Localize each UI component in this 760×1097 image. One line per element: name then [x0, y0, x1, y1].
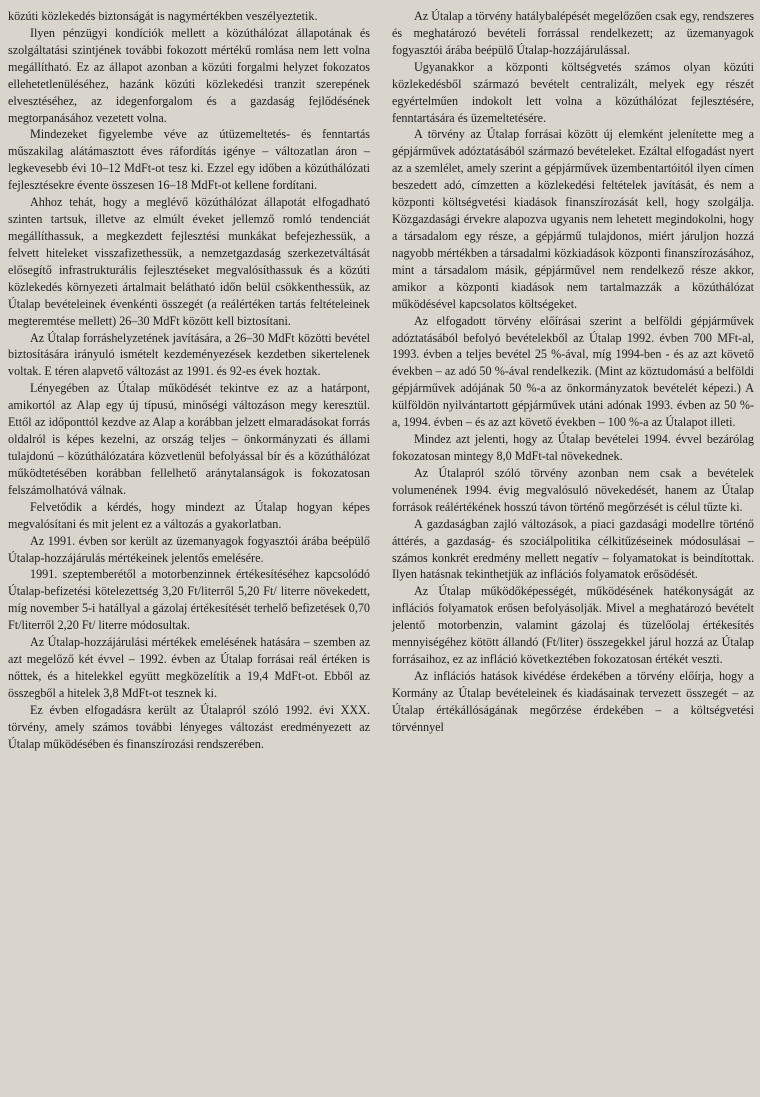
- paragraph: Ilyen pénzügyi kondíciók mellett a közúthálózat állapotának és szolgáltatási szintjének további fokozott mértékű romlása nem lett volna megállítható. Ez az állapot azonban a közúti forgalmi helyzet fokozatos ellehetetlenüléséhez, hazánk közúti közlekedési tranzit szerepének elvesztéséhez, az idegenforgalom és a gazdaság fejlődésének megtorpanásához vezetett volna.: [8, 25, 370, 125]
- paragraph: Az Útalapról szóló törvény azonban nem csak a bevételek volumenének 1994. évig megvalósuló növekedését, hanem az Útalap források reálértékének hosszú távon történő megőrzését is célul tűzte ki.: [392, 465, 754, 514]
- paragraph: közúti közlekedés biztonságát is nagymértékben veszélyeztetik.: [8, 9, 318, 23]
- paragraph: 1991. szeptemberétől a motorbenzinnek értékesítéséhez kapcsolódó Útalap-befizetési kötelezettség 3,20 Ft/literről 5,20 Ft/ literre növekedett, míg november 5-i hatállyal a gázolaj értékesítését terhelő befizetések 0,70 Ft/literről 2,20 Ft/ literre módosultak.: [8, 567, 370, 633]
- paragraph: Az Útalap-hozzájárulási mértékek emelésének hatására – szemben az azt megelőző két évvel – 1992. évben az Útalap forrásai reál értéken is nőttek, és a hitelekkel együtt megközelítik a 19,4 MdFt-ot. Ebből az összegből a hitelek 3,8 MdFt-ot tesznek ki.: [8, 635, 370, 700]
- paragraph: Mindezeket figyelembe véve az útüzemeltetés- és fenntartás műszakilag alátámasztott éves ráfordítás igénye – változatlan áron – legkevesebb évi 10–12 MdFt-ot tesz ki. Ezzel egy időben a közúthálózati fejlesztésekre évente összesen 16–18 MdFt-ot kellene fordítani.: [8, 127, 370, 193]
- paragraph: Ugyanakkor a központi költségvetés számos olyan közúti közlekedésből származó bevételt centralizált, melyek egy részét egyértelműen indokolt lett volna a közúthálózat fejlesztésére, fenntartására és üzemeltetésére.: [392, 59, 754, 125]
- paragraph: Ez évben elfogadásra került az Útalapról szóló 1992. évi XXX. törvény, amely számos további lényeges változást eredményezett az Útalap működésében és finanszírozási rendszerében.: [8, 702, 370, 751]
- paragraph: Mindez azt jelenti, hogy az Útalap bevételei 1994. évvel bezárólag fokozatosan mintegy 8,0 MdFt-tal növekednek.: [392, 432, 754, 463]
- paragraph: Az Útalap a törvény hatálybalépését megelőzően csak egy, rendszeres és meghatározó bevételi forrással rendelkezett; az üzemanyagok fogyasztói árába beépülő Útalap-hozzájárulással.: [392, 9, 754, 57]
- paragraph: A törvény az Útalap forrásai között új elemként jelenítette meg a gépjárművek adóztatásából származó bevételeket. Ezáltal elfogadást nyert az a szemlélet, amely szerint a gépjárművek üzembentartóitól ilyen címen beszedett adó, címzetten a közlekedési feltételek javítását, és nem a központi költségvetési kiadások finanszírozását kell, hogy szolgálja. Közgazdasági érvekre alapozva ugyanis nem lehetett megindokolni, hogy a társadalom egy része, a gépjármű tulajdonos, miért járuljon hozzá nagyobb mértékben a társadalmi közkiadások központi finanszírozásához, mint a társadalom másik, gépjárművel nem rendelkező része akkor, amikor a központi kiadások nem tartalmazzák a közúthálózat működésével kapcsolatos költségeket.: [392, 127, 754, 311]
- paragraph: Ahhoz tehát, hogy a meglévő közúthálózat állapotát elfogadható szinten tartsuk, illetve az elmúlt éveket jellemző romló tendenciát megállíthassuk, a megkezdett fejlesztési munkákat befejezhessük, a felvett hiteleket visszafizethessük, a nemzetgazdaság szerkezetváltását elősegítő infrastrukturális fejlesztéseket megvalósíthassuk és a közúti közlekedés környezeti ártalmait belátható időn belül csökkenthessük, az Útalap bevételeinek évenkénti összegét (a reálértéken tartás feltételeinek megteremtése mellett) 26–30 MdFt között kell biztosítani.: [8, 195, 370, 328]
- paragraph: Lényegében az Útalap működését tekintve ez az a határpont, amikortól az Alap egy új típusú, minőségi változáson megy keresztül. Ettől az időponttól kezdve az Alap a korábban jelzett elmaradásokat forrás oldalról is képes kezelni, az ország teljes – önkormányzati és állami tulajdonú – közúthálózatára közvetlenül befolyással bír és a közúthálózat működtetésében korábban fellelhető aránytalanságok is fokozatosan felszámolhatóvá válnak.: [8, 381, 370, 497]
- paragraph: Az Útalap forráshelyzetének javítására, a 26–30 MdFt közötti bevétel biztosítására irányuló ismételt kezdeményezések kezdetben sikertelenek voltak. E téren alapvető változást az 1991. és 92-es évek hoztak.: [8, 330, 370, 379]
- paragraph: Felvetődik a kérdés, hogy mindezt az Útalap hogyan képes megvalósítani és mit jelent ez a változás a gyakorlatban.: [8, 499, 370, 531]
- paragraph: Az 1991. évben sor került az üzemanyagok fogyasztói árába beépülő Útalap-hozzájárulás mértékeinek jelentős emelésére.: [8, 533, 370, 565]
- paragraph: A gazdaságban zajló változások, a piaci gazdasági modellre történő áttérés, a gazdaság- és szociálpolitika célkitűzéseinek módosulásai – számos konkrét eredmény mellett negatív – folyamatokat is beindítottak. Ilyen hatásnak tekinthetjük az inflációs folyamatok erősödését.: [392, 516, 754, 582]
- paragraph: Az inflációs hatások kivédése érdekében a törvény előírja, hogy a Kormány az Útalap bevételeinek és kiadásainak tervezett összegét – az Útalap értékállóságának megőrzése érdekében – a költségvetési törvénnyel: [392, 668, 754, 734]
- text-column-left: [8, 8, 370, 1097]
- text-column-right: [392, 8, 754, 1097]
- paragraph: Az Útalap működőképességét, működésének hatékonyságát az inflációs folyamatok erősen befolyásolják. Mivel a meghatározó bevételt jelentő motorbenzin, valamint gázolaj és tüzelőolaj értékesítés mennyiségéhez kötött állandó (Ft/liter) összegekkel járul hozzá az Útalap forrásaihoz, ez az infláció következtében fokozatosan értékét veszti.: [392, 584, 754, 667]
- paragraph: Az elfogadott törvény előírásai szerint a belföldi gépjárművek adóztatásából befolyó bevételekből az Útalap 1992. évben 700 MFt-al, 1993. évben a teljes bevétel 25 %-ával, míg 1994-ben - és az azt követő években – az adó 50 %-ával rendelkezik. (Mint az köztudomású a belföldi gépjárművek adójának 50 %-a az önkormányzatok bevételét képezi.) A külföldön nyilvántartott gépjárművek utáni adónak 1993. évben az 50 %-a, 1994. évben – és az azt követő években – 100 %-a az Útalapot illeti.: [392, 313, 754, 430]
